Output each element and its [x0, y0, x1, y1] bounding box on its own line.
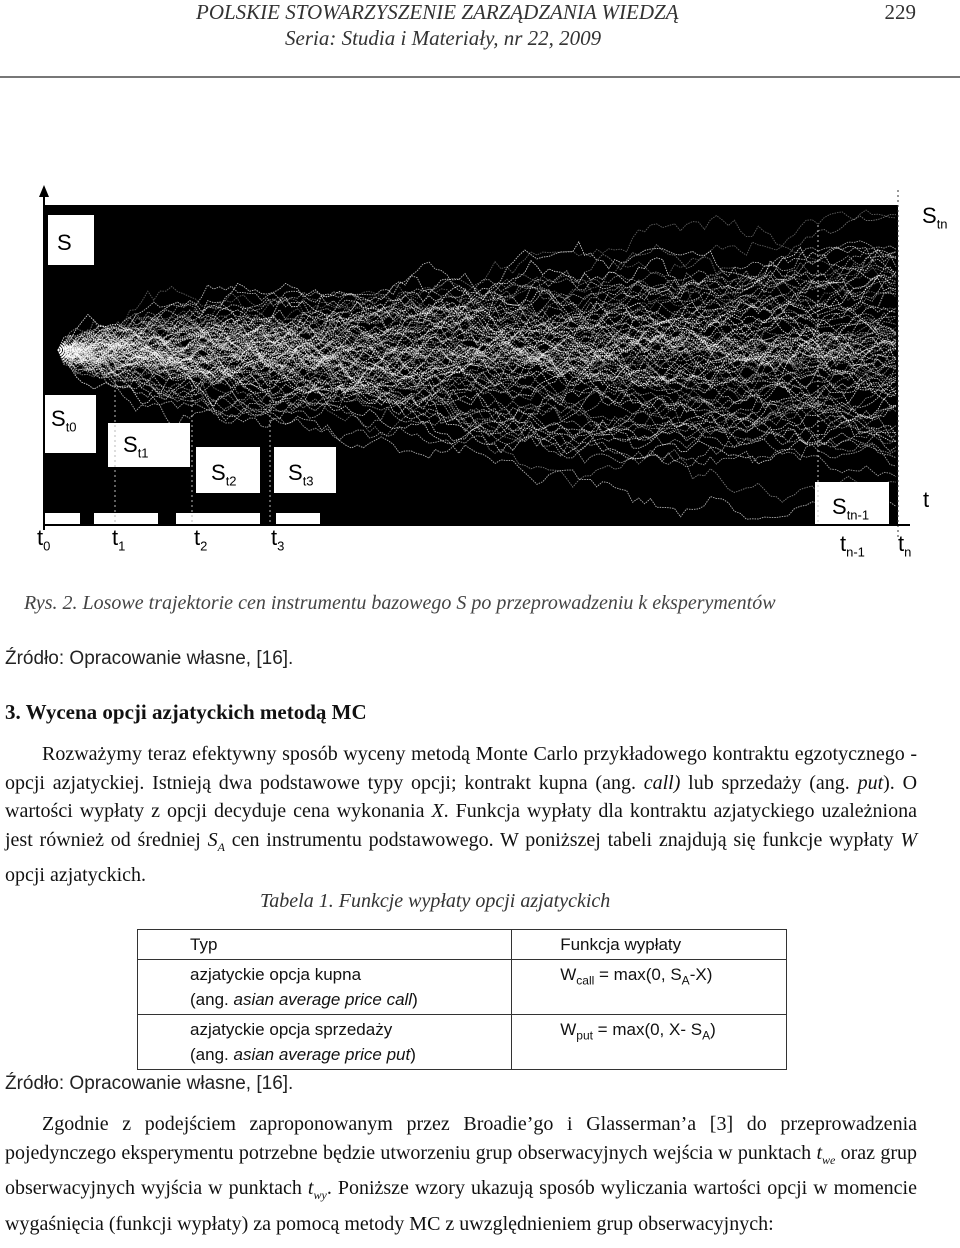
label-S-tn-1: $S_{tn-1}$	[832, 494, 870, 523]
table-header-row	[138, 930, 787, 960]
label-t3: $t_3$	[271, 525, 285, 554]
section-heading: 3. Wycena opcji azjatyckich metodą MC	[5, 700, 367, 724]
table-cell-type: azjatyckie opcja sprzedaży (ang. asian average price put)	[138, 1015, 512, 1070]
trajectory-figure	[0, 185, 960, 565]
table-cell-type: azjatyckie opcja kupna (ang. asian average price call)	[138, 960, 512, 1015]
paragraph-1: Rozważymy teraz efektywny sposób wyceny metodą Monte Carlo przykładowego kontraktu egzotycznego - opcji azjatyckiej. Istnieją dwa podstawowe typy opcji; kontrakt kupna (ang. call) lub sprzedaży (ang. put). O wartości wypłaty z opcji decyduje cena wykonania X. Funkcja wypłaty dla kontraktu azjatyckiego uzależniona jest również od średniej $S_A$ cen instrumentu podstawowego. W poniższej tabeli znajdują się funkcje wypłaty W opcji azjatyckich.	[5, 743, 918, 886]
table-row	[138, 960, 787, 1015]
table-source: Źródło: Opracowanie własne, [16].	[5, 1073, 294, 1094]
label-S-tn: $S_{tn}$	[922, 203, 948, 232]
header-rule	[0, 76, 960, 78]
series-info: Seria: Studia i Materiały, nr 22, 2009	[285, 26, 602, 50]
page-number: 229	[884, 0, 916, 24]
table-caption: Tabela 1. Funkcje wypłaty opcji azjatyckich	[260, 890, 611, 912]
y-axis-arrow	[39, 185, 49, 197]
label-S: S	[57, 230, 72, 255]
figure-source: Źródło: Opracowanie własne, [16].	[5, 648, 294, 669]
label-S-t2: $S_{t2}$	[211, 460, 237, 489]
label-S-t1: $S_{t1}$	[123, 432, 149, 461]
label-box-St1	[108, 423, 190, 467]
label-tn: $t_n$	[898, 531, 912, 560]
table-header-type: Typ	[138, 930, 512, 960]
label-S-t0: $S_{t0}$	[51, 406, 77, 435]
label-S-t3: $S_{t3}$	[288, 460, 314, 489]
label-t1: $t_1$	[112, 525, 126, 554]
table-cell-formula: $W_{call} = \max(0$, $S_A-X$)	[512, 960, 787, 1015]
table-header-payoff: Funkcja wypłaty	[512, 930, 787, 960]
table-cell-formula: $W_{put} = \max(0$, X- $S_A$)	[512, 1015, 787, 1070]
label-t-axis: t	[923, 487, 930, 512]
label-t0: $t_0$	[37, 525, 51, 554]
figure-caption: Rys. 2. Losowe trajektorie cen instrumentu bazowego S po przeprowadzeniu k eksperymentów	[24, 592, 776, 614]
table-row	[138, 1015, 787, 1070]
label-tn-1: $t_{n-1}$	[840, 531, 865, 560]
paragraph-2: Zgodnie z podejściem zaproponowanym przez Broadie’go i Glasserman’a [3] do przeprowadzenia pojedynczego eksperymentu potrzebne będzie utworzeniu grup obserwacyjnych wejścia w punktach $t_{we}$ oraz grup obserwacyjnych wyjścia w punktach $t_{wy}$. Poniższe wzory ukazują sposób wyliczania wartości opcji w momencie wygaśnięcia (funkcji wypłaty) za pomocą metody MC z uwzględnieniem grup obserwacyjnych:	[5, 1113, 918, 1235]
label-t2: $t_2$	[194, 525, 208, 554]
payoff-table	[137, 929, 787, 1070]
journal-title: POLSKIE STOWARZYSZENIE ZARZĄDZANIA WIEDZĄ	[196, 0, 679, 24]
